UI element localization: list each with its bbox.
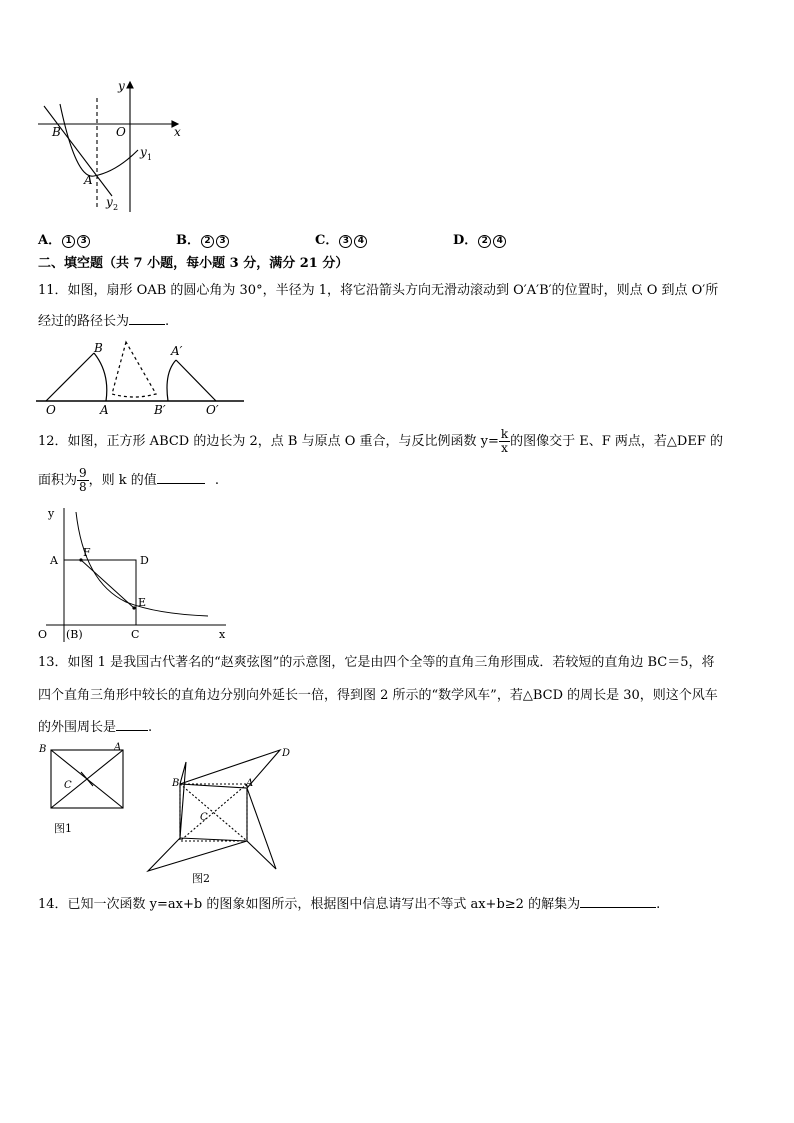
- point-a-label: A: [84, 173, 93, 187]
- fig2-a-label: A: [246, 778, 254, 789]
- option-b[interactable]: B． 2 3: [176, 229, 230, 248]
- q13-figure-2-windmill: [140, 744, 300, 886]
- q11-a1-label: A′: [171, 344, 183, 358]
- option-a[interactable]: A． 1 3: [38, 229, 91, 248]
- q12-line1: 12．如图，正方形 ABCD 的边长为 2，点 B 与原点 O 重合，与反比例函数 y= $\frac{k}{x}$ 的图像交于 E、F 两点，若△DEF 的: [38, 427, 723, 455]
- q12-x-label: x: [219, 628, 226, 641]
- q14-answer-blank[interactable]: [580, 895, 656, 908]
- q13-line3: 的外围周长是 .: [38, 720, 153, 735]
- q12-y-label: y: [48, 507, 55, 520]
- y2-label: y: [106, 195, 113, 209]
- fig1-b-label: B: [39, 744, 47, 755]
- q11-a-label: A: [100, 403, 109, 417]
- q11-b-label: B: [94, 341, 103, 355]
- fig2-c-label: C: [200, 812, 208, 823]
- q11-b1-label: B′: [154, 403, 166, 417]
- fig1-caption: 图1: [54, 822, 72, 835]
- option-d[interactable]: D． 2 4: [453, 229, 507, 248]
- fig2-caption: 图2: [192, 872, 210, 885]
- q12-o-label: O: [38, 628, 48, 641]
- y1-label: y: [140, 145, 147, 159]
- q13-figure-1: [36, 742, 126, 838]
- q11-o-label: O: [46, 403, 56, 417]
- point-b-label: B: [52, 125, 61, 139]
- q13-line1: 13．如图 1 是我国古代著名的“赵爽弦图”的示意图，它是由四个全等的直角三角形围成．若较短的直角边 BC＝5，将: [38, 655, 715, 670]
- q12-e-label: E: [138, 596, 147, 609]
- q12-answer-blank[interactable]: [157, 471, 205, 484]
- q14-line1: 14．已知一次函数 y=ax+b 的图象如图所示，根据图中信息请写出不等式 ax+b≥2 的解集为 .: [38, 897, 661, 912]
- q12-c-label: C: [131, 628, 140, 641]
- option-c[interactable]: C． 3 4: [315, 229, 368, 248]
- parabola-line-figure: [36, 76, 186, 216]
- fig2-b-label: B: [172, 778, 180, 789]
- q11-line1: 11．如图，扇形 OAB 的圆心角为 30°，半径为 1，将它沿箭头方向无滑动滚动到 O′A′B′的位置时，则点 O 到点 O′所: [38, 283, 719, 298]
- origin-label: O: [116, 125, 126, 139]
- q13-answer-blank[interactable]: [116, 718, 148, 731]
- fig1-c-label: C: [64, 780, 72, 791]
- y1-subscript: 1: [147, 153, 153, 162]
- q12-square-hyperbola-figure: [36, 502, 236, 644]
- y-axis-label: y: [118, 79, 125, 93]
- q12-f-label: F: [83, 546, 91, 559]
- fig1-a-label: A: [114, 742, 122, 753]
- y2-subscript: 2: [113, 203, 119, 212]
- q12-b-label: (B): [66, 628, 83, 641]
- q13-line2: 四个直角三角形中较长的直角边分别向外延长一倍，得到图 2 所示的“数学风车”，若△BCD 的周长是 30，则这个风车: [38, 688, 718, 703]
- q12-line2: 面积为 $\frac{9}{8}$ ，则 k 的值 .: [38, 466, 219, 494]
- q11-sector-figure: [36, 338, 246, 418]
- fig2-d-label: D: [282, 748, 291, 759]
- q12-a-label: A: [50, 554, 58, 567]
- x-axis-label: x: [174, 125, 181, 139]
- q11-line2: 经过的路径长为 .: [38, 314, 170, 329]
- section-title: 二、填空题（共 7 小题，每小题 3 分，满分 21 分）: [38, 256, 349, 271]
- q11-o1-label: O′: [206, 403, 219, 417]
- q12-d-label: D: [140, 554, 149, 567]
- q11-answer-blank[interactable]: [129, 312, 165, 325]
